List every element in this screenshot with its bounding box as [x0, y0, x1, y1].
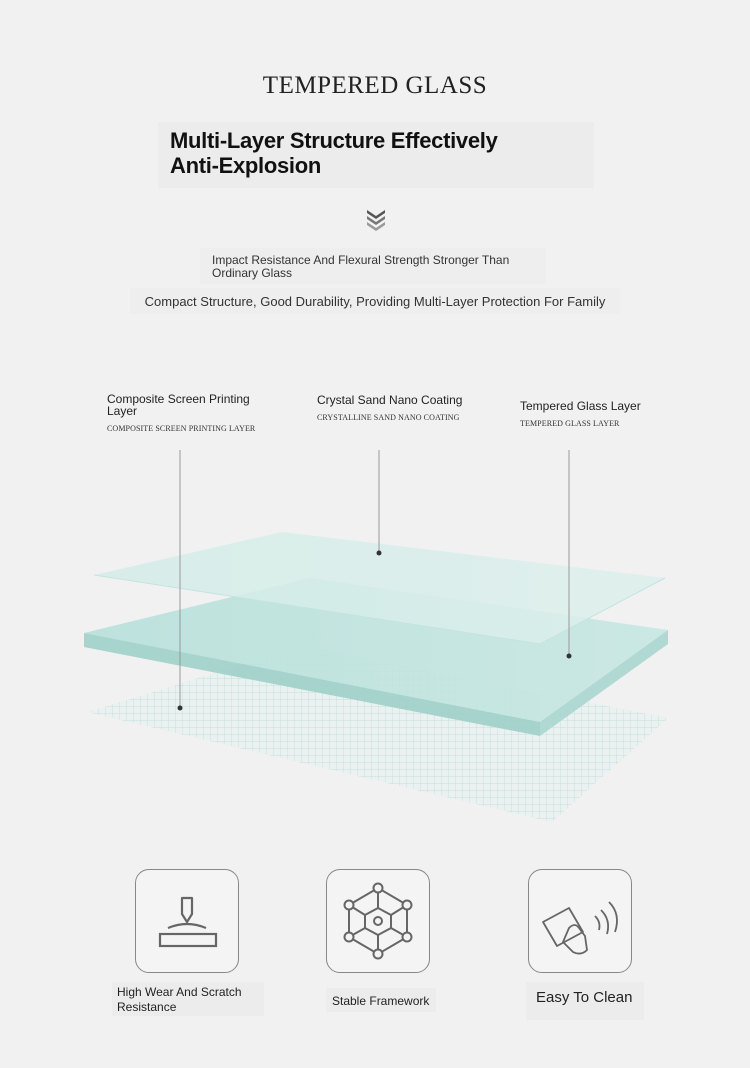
layer-label-composite: [107, 393, 277, 435]
layer-label-composite-caption: COMPOSITE SCREEN PRINTING LAYER: [107, 424, 256, 433]
headline: [170, 128, 498, 178]
pressure-test-icon: [135, 869, 239, 973]
layer-label-tempered-glass-title: Tempered Glass Layer: [520, 399, 641, 413]
double-chevron-down-icon: [364, 208, 388, 232]
layer-label-nano-coating-title: Crystal Sand Nano Coating: [317, 393, 463, 407]
layer-label-nano-coating: [317, 394, 467, 424]
subtitle-2: Compact Structure, Good Durability, Providing Multi-Layer Protection For Family: [144, 294, 606, 309]
headline-line-2: Anti-Explosion: [170, 153, 322, 178]
wipe-cloth-icon: [528, 869, 632, 973]
glass-layers-diagram: [0, 440, 750, 840]
headline-line-1: Multi-Layer Structure Effectively: [170, 128, 498, 153]
page-title: TEMPERED GLASS: [262, 72, 488, 99]
feature-label-wear-resistance: High Wear And Scratch Resistance: [117, 985, 242, 1014]
cube-framework-icon: [326, 869, 430, 973]
layer-label-composite-title: Composite Screen Printing Layer: [107, 392, 250, 418]
layer-label-tempered-glass-caption: TEMPERED GLASS LAYER: [520, 419, 620, 428]
subtitle-1: Impact Resistance And Flexural Strength Stronger Than Ordinary Glass: [212, 253, 510, 280]
feature-label-stable-framework: Stable Framework: [332, 994, 430, 1008]
layer-label-nano-coating-caption: CRYSTALLINE SAND NANO COATING: [317, 413, 460, 422]
feature-label-easy-clean: Easy To Clean: [536, 989, 633, 1006]
layer-label-tempered-glass: [520, 400, 690, 430]
